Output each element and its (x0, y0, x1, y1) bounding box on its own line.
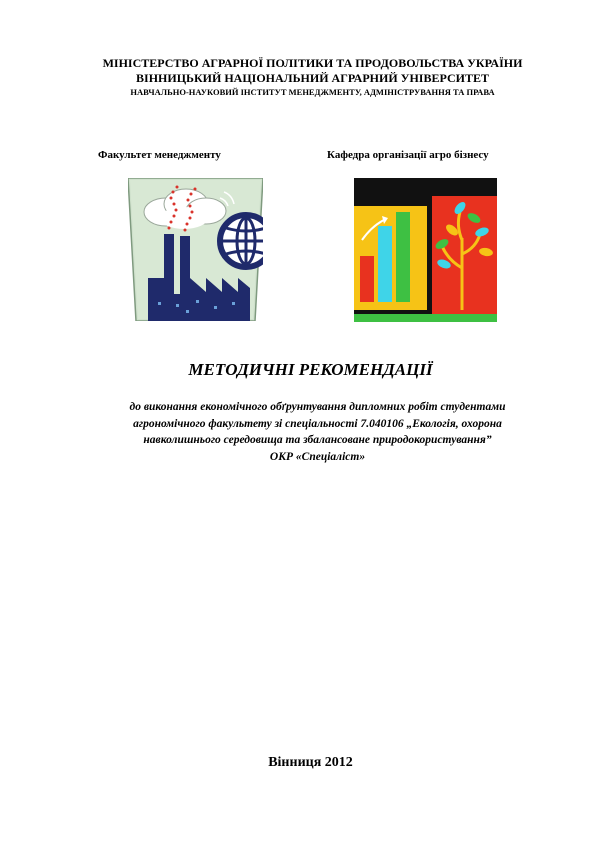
factory-globe-illustration (128, 178, 263, 321)
university-name: ВІННИЦЬКИЙ НАЦІОНАЛЬНИЙ АГРАРНИЙ УНІВЕРСИТЕТ (136, 71, 489, 85)
department-label: Кафедра організації агро бізнесу (327, 149, 489, 161)
subtitle-line: ОКР «Спеціаліст» (269, 450, 366, 463)
subtitle-line: агрономічного факультету зі спеціальності 7.040106 „Екологія, охорона (133, 417, 502, 430)
faculty-label: Факультет менеджменту (98, 149, 221, 161)
document-subtitle (40, 399, 595, 465)
document-header (0, 56, 595, 98)
city-year: Вінниця 2012 (268, 755, 353, 770)
ministry-name: МІНІСТЕРСТВО АГРАРНОЇ ПОЛІТИКИ ТА ПРОДОВОЛЬСТВА УКРАЇНИ (102, 56, 523, 70)
subtitle-line: навколишнього середовища та збалансоване природокористування” (143, 434, 492, 446)
document-title: МЕТОДИЧНІ РЕКОМЕНДАЦІЇ (188, 360, 433, 379)
chart-tree-illustration (354, 178, 497, 322)
subtitle-line: до виконання економічного обґрунтування дипломних робіт студентами (129, 401, 506, 413)
institute-name: НАВЧАЛЬНО-НАУКОВИЙ ІНСТИТУТ МЕНЕДЖМЕНТУ, АДМІНІСТРУВАННЯ ТА ПРАВА (130, 87, 495, 97)
